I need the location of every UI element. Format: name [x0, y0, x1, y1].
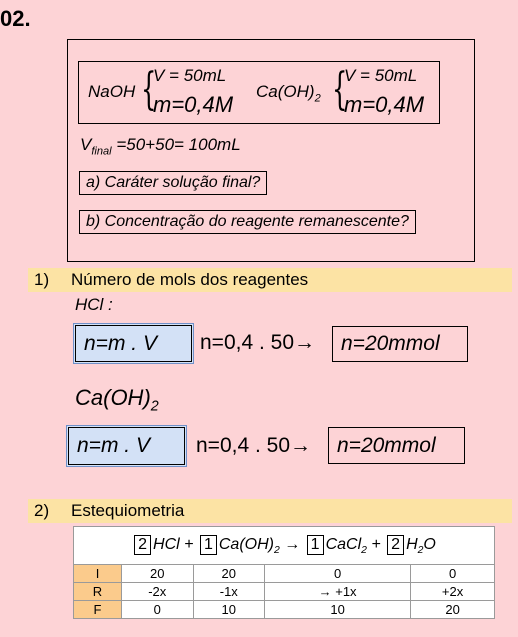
- naoh-brace: {: [141, 64, 157, 115]
- stoichiometry-table: [73, 526, 495, 619]
- table-cell: 0: [265, 565, 411, 583]
- row-label: F: [74, 601, 122, 619]
- section-1-number: 1): [34, 270, 50, 289]
- table-row: [74, 565, 495, 583]
- hcl-answer-box: [332, 326, 468, 362]
- caoh2-formula: n=m . V: [68, 427, 185, 465]
- table-cell: → +1x: [265, 583, 411, 601]
- vfinal-line: $V_{final} =50+50= 100mL$: [80, 135, 241, 158]
- section-1-title: Número de mols dos reagentes: [71, 270, 309, 289]
- naoh-molarity: m=0,4M: [153, 92, 234, 117]
- reaction-row: [74, 527, 495, 565]
- section-2-number: 2): [34, 501, 50, 520]
- section-2-band: [28, 499, 512, 523]
- given-data-box: [78, 61, 440, 124]
- caoh-volume: V = 50mL: [344, 66, 418, 85]
- table-cell: 20: [411, 601, 495, 619]
- reaction-equation: 2 HCl + 1 $Ca(OH)_2 \to 1$ CaCl$_2$ + 2 $H_2O$: [74, 527, 495, 565]
- table-cell: -2x: [122, 583, 194, 601]
- hcl-formula: n=m . V: [75, 325, 192, 362]
- hcl-label: HCl :: [75, 295, 113, 314]
- table-cell: 10: [265, 601, 411, 619]
- table-cell: +2x: [411, 583, 495, 601]
- table-cell: 0: [411, 565, 495, 583]
- question-a: a) Caráter solução final?: [79, 171, 267, 195]
- caoh2-formula-highlight: [66, 425, 187, 467]
- caoh2-calculation: n=0,4 . 50→: [196, 434, 311, 457]
- hcl-formula-highlight: [73, 323, 194, 364]
- hcl-calculation: n=0,4 . 50→: [200, 331, 315, 354]
- caoh2-label: $Ca(OH)_2$: [75, 385, 159, 415]
- table-row: [74, 583, 495, 601]
- table-row: [74, 601, 495, 619]
- section-2-title: Estequiometria: [71, 501, 185, 520]
- exercise-number: 02.: [0, 6, 31, 31]
- table-cell: 10: [193, 601, 265, 619]
- table-cell: -1x: [193, 583, 265, 601]
- hcl-answer: n=20mmol: [341, 332, 440, 355]
- caoh2-answer: n=20mmol: [337, 433, 436, 457]
- naoh-volume: V = 50mL: [153, 66, 227, 85]
- caoh-brace: {: [332, 64, 348, 115]
- section-1-band: [28, 268, 512, 292]
- table-cell: 20: [122, 565, 194, 583]
- naoh-label: NaOH: [88, 82, 136, 101]
- row-label: I: [74, 565, 122, 583]
- table-cell: 20: [193, 565, 265, 583]
- caoh-molarity: m=0,4M: [344, 92, 425, 117]
- table-cell: 0: [122, 601, 194, 619]
- caoh-label: $Ca(OH)_2$: [256, 82, 321, 105]
- caoh2-answer-box: [328, 427, 465, 464]
- row-label: R: [74, 583, 122, 601]
- question-b: b) Concentração do reagente remanescente?: [79, 210, 416, 234]
